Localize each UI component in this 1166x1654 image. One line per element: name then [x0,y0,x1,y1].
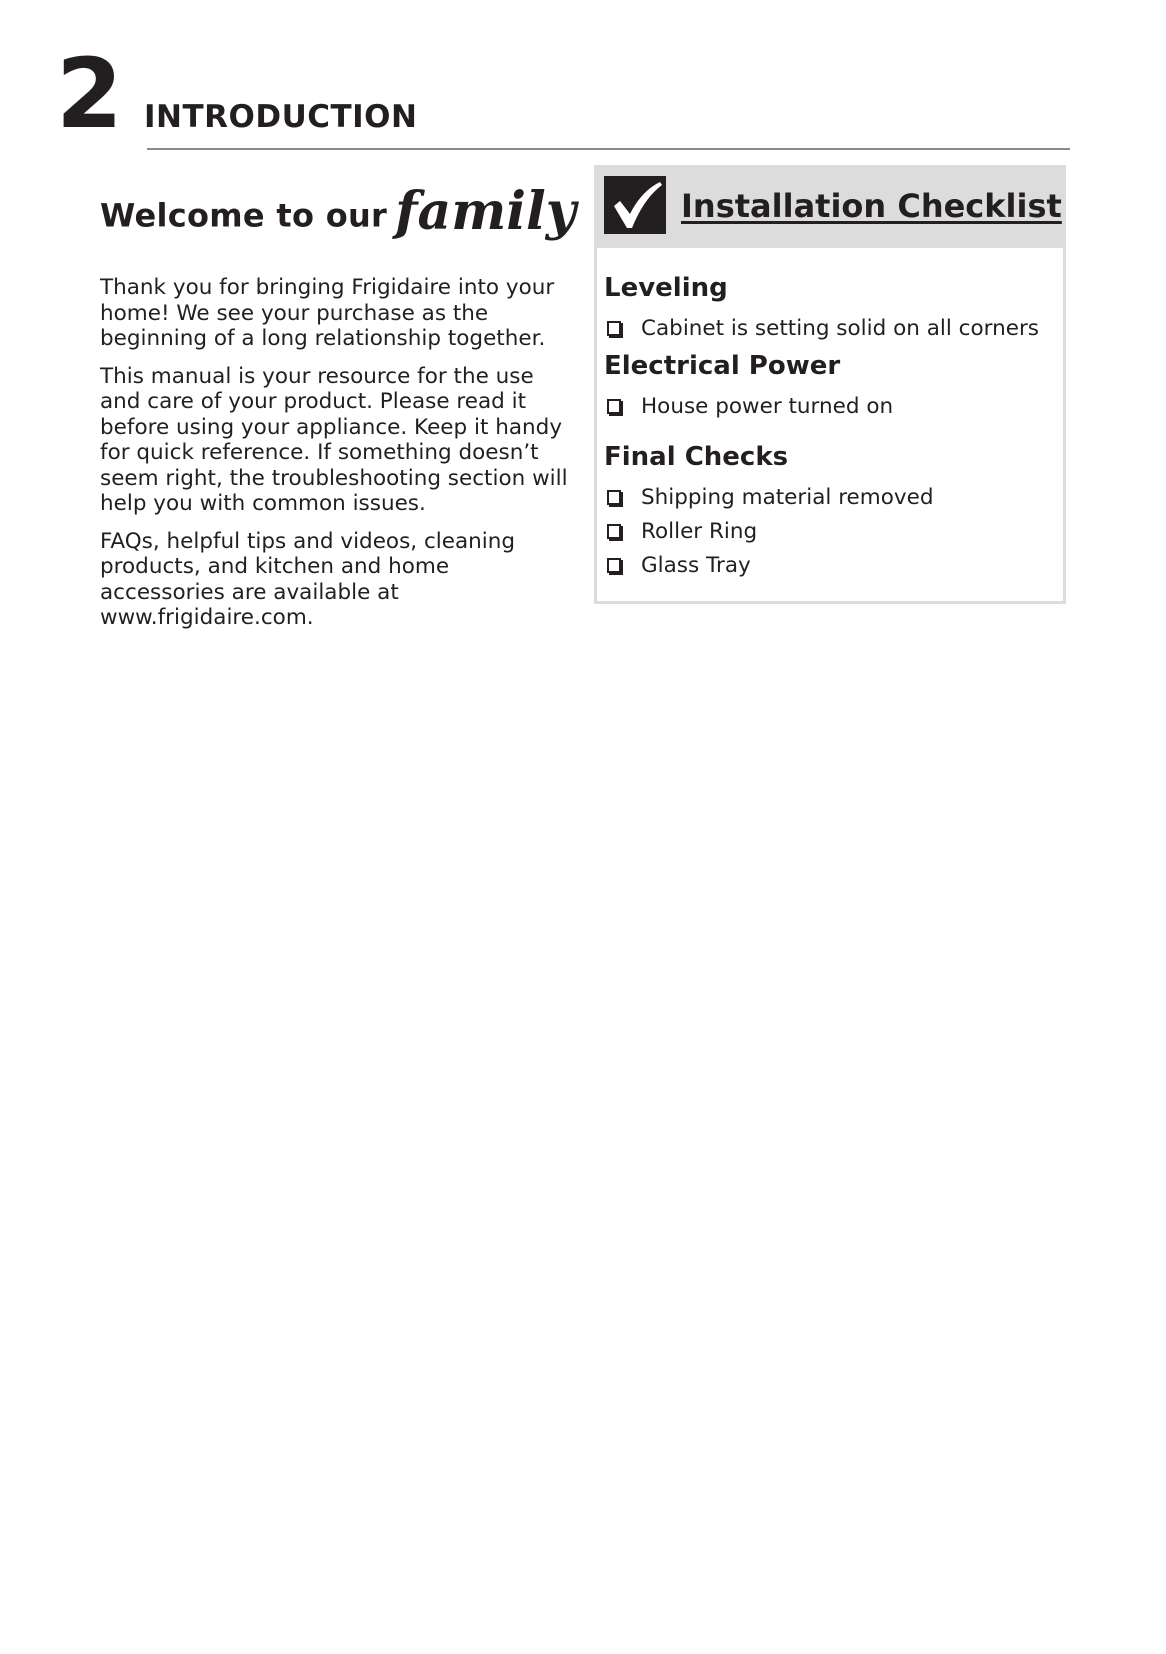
checklist-header [597,168,1063,248]
checklist-item[interactable] [607,521,757,543]
section-title: INTRODUCTION [144,99,418,135]
intro-text [100,275,580,643]
checkbox-icon[interactable] [607,558,621,573]
checklist-item-label: House power turned on [641,394,894,419]
checklist-item-label: Roller Ring [641,519,758,544]
checkbox-icon[interactable] [607,399,621,414]
welcome-heading-script: family [395,181,576,242]
installation-checklist [594,165,1066,604]
title-divider [147,148,1070,150]
checklist-group-electrical-power: Electrical Power [604,351,841,381]
welcome-heading [100,181,576,265]
checklist-item-label: Shipping material removed [641,485,934,510]
checklist-group-leveling: Leveling [604,273,728,303]
page-number: 2 [56,38,123,150]
checkbox-icon[interactable] [607,490,621,505]
checklist-item[interactable] [607,318,1039,340]
intro-paragraph: This manual is your resource for the use and care of your product. Please read it before using your appliance. Keep it handy for quick reference. If something doesn’t seem right, the troubleshooting section will help you with common issues. [100,363,568,516]
checklist-item[interactable] [607,396,893,418]
intro-paragraph: Thank you for bringing Frigidaire into your home! We see your purchase as the beginning of a long relationship together. [100,275,555,351]
checklist-item[interactable] [607,487,934,509]
checklist-group-final-checks: Final Checks [604,442,789,472]
checkbox-icon[interactable] [607,524,621,539]
checklist-item-label: Cabinet is setting solid on all corners [641,316,1039,341]
intro-paragraph: FAQs, helpful tips and videos, cleaning products, and kitchen and home accessories are available at www.frigidaire.com. [100,528,516,630]
welcome-heading-text: Welcome to our [100,196,388,235]
checkmark-icon [604,176,666,234]
checklist-title: Installation Checklist [681,187,1062,225]
checkbox-icon[interactable] [607,321,621,336]
checklist-item-label: Glass Tray [641,553,751,578]
checklist-item[interactable] [607,555,751,577]
